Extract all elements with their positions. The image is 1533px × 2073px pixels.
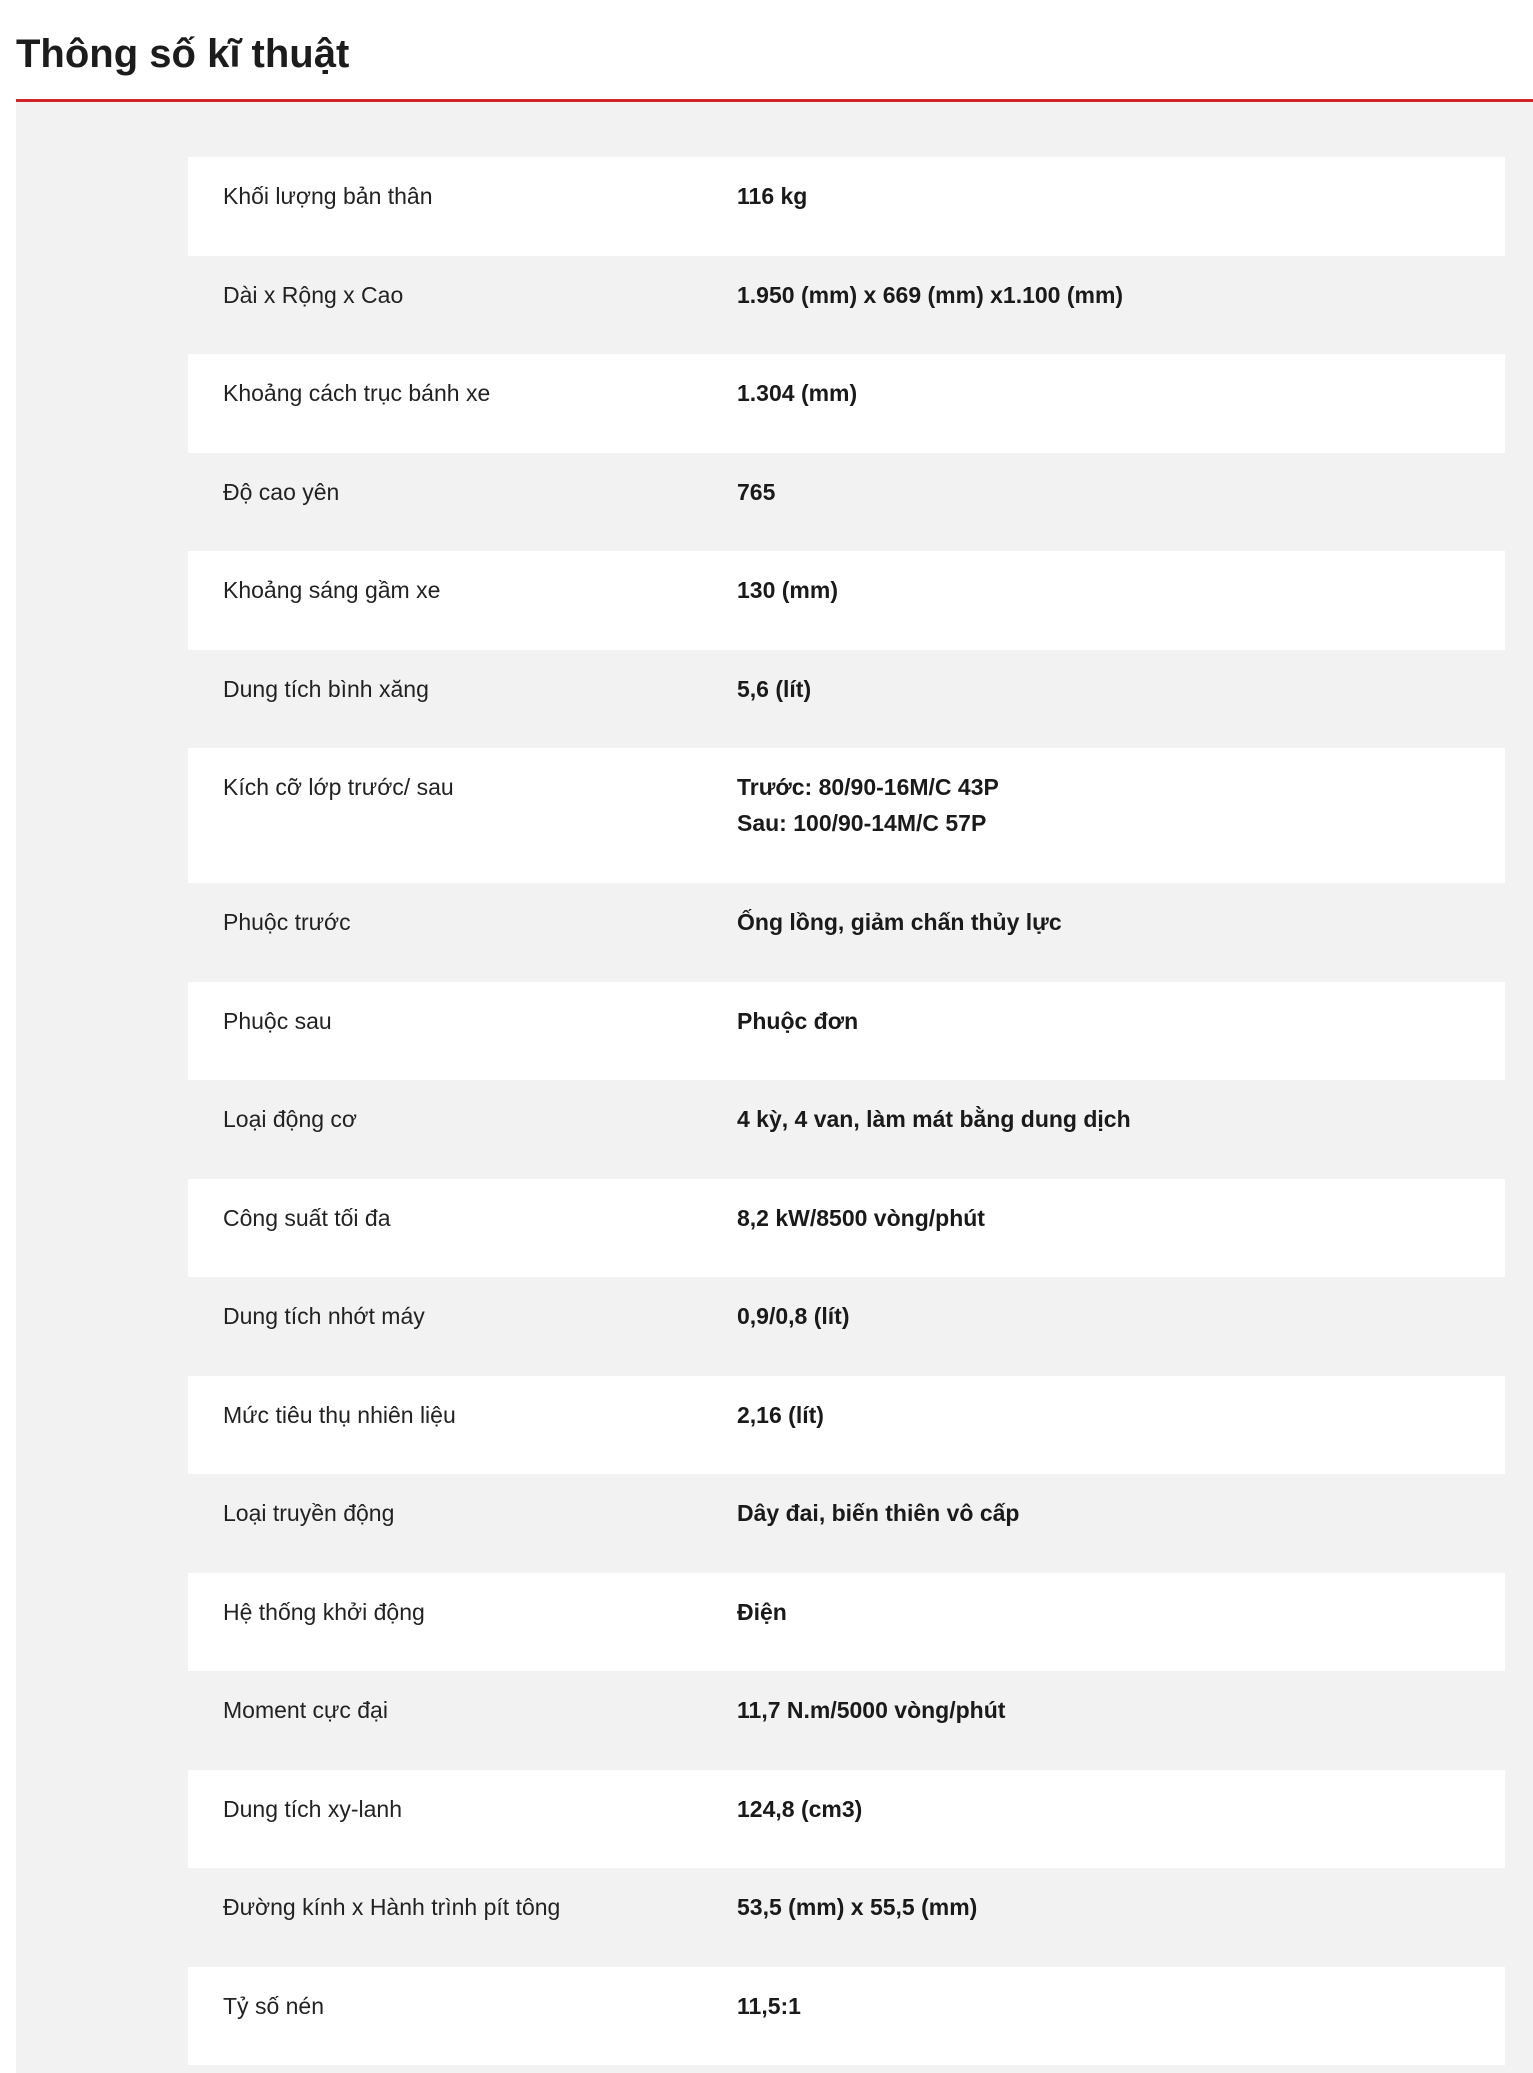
spec-value-line: 124,8 (cm3) bbox=[737, 1795, 863, 1822]
spec-row bbox=[188, 157, 1505, 256]
spec-value-line: 8,2 kW/8500 vòng/phút bbox=[737, 1204, 985, 1231]
spec-value bbox=[737, 1200, 1505, 1236]
spec-row bbox=[188, 1277, 1505, 1376]
spec-value bbox=[737, 1298, 1505, 1334]
page-header bbox=[16, 0, 1533, 102]
spec-value-line: 5,6 (lít) bbox=[737, 675, 812, 702]
spec-label: Phuộc trước bbox=[223, 909, 351, 935]
spec-value bbox=[737, 572, 1505, 608]
spec-section bbox=[16, 102, 1533, 2073]
spec-value-line: 2,16 (lít) bbox=[737, 1401, 824, 1428]
spec-row bbox=[188, 1376, 1505, 1475]
spec-value bbox=[737, 375, 1505, 411]
spec-label: Kích cỡ lớp trước/ sau bbox=[223, 774, 454, 800]
spec-label: Độ cao yên bbox=[223, 478, 340, 505]
spec-row bbox=[188, 883, 1505, 982]
spec-label: Khoảng sáng gầm xe bbox=[223, 577, 441, 603]
spec-value bbox=[737, 769, 1505, 841]
spec-label: Loại truyền động bbox=[223, 1500, 395, 1526]
spec-label: Tỷ số nén bbox=[223, 1992, 324, 2019]
spec-value bbox=[737, 1594, 1505, 1630]
spec-value-line: 765 bbox=[737, 478, 776, 505]
spec-row bbox=[188, 1770, 1505, 1869]
spec-value-line: Phuộc đơn bbox=[737, 1007, 859, 1034]
spec-row bbox=[188, 453, 1505, 552]
spec-value bbox=[737, 277, 1505, 313]
spec-value bbox=[737, 1003, 1505, 1039]
spec-row bbox=[188, 1573, 1505, 1672]
spec-label: Khoảng cách trục bánh xe bbox=[223, 380, 491, 406]
spec-value-line: 11,7 N.m/5000 vòng/phút bbox=[737, 1697, 1006, 1723]
spec-label: Moment cực đại bbox=[223, 1697, 388, 1723]
spec-value bbox=[737, 474, 1505, 510]
spec-label: Dung tích bình xăng bbox=[223, 675, 429, 702]
spec-value-line: Dây đai, biến thiên vô cấp bbox=[737, 1500, 1020, 1526]
spec-row bbox=[188, 650, 1505, 749]
spec-value-line: Sau: 100/90-14M/C 57P bbox=[737, 810, 987, 836]
spec-value-line: 1.304 (mm) bbox=[737, 380, 858, 406]
spec-value bbox=[737, 1791, 1505, 1827]
spec-value-line: Ống lồng, giảm chấn thủy lực bbox=[737, 909, 1062, 935]
spec-row bbox=[188, 1474, 1505, 1573]
spec-label: Dài x Rộng x Cao bbox=[223, 281, 404, 308]
spec-label: Phuộc sau bbox=[223, 1007, 332, 1034]
spec-value bbox=[737, 1988, 1505, 2024]
spec-value-line: 53,5 (mm) x 55,5 (mm) bbox=[737, 1894, 978, 1920]
spec-row bbox=[188, 982, 1505, 1081]
spec-row bbox=[188, 1868, 1505, 1967]
spec-row bbox=[188, 1967, 1505, 2066]
spec-value bbox=[737, 1889, 1505, 1925]
spec-row bbox=[188, 354, 1505, 453]
spec-row bbox=[188, 551, 1505, 650]
spec-value bbox=[737, 671, 1505, 707]
spec-value-line: 4 kỳ, 4 van, làm mát bằng dung dịch bbox=[737, 1106, 1131, 1132]
spec-value bbox=[737, 1397, 1505, 1433]
spec-row bbox=[188, 256, 1505, 355]
spec-label: Dung tích nhớt máy bbox=[223, 1303, 425, 1329]
spec-value-line: 116 kg bbox=[737, 183, 808, 209]
spec-value bbox=[737, 178, 1505, 214]
spec-value-line: 1.950 (mm) x 669 (mm) x1.100 (mm) bbox=[737, 281, 1124, 308]
spec-value-line: Điện bbox=[737, 1598, 787, 1625]
spec-value bbox=[737, 1692, 1505, 1728]
page-title: Thông số kĩ thuật bbox=[16, 32, 350, 76]
spec-label: Hệ thống khởi động bbox=[223, 1598, 425, 1625]
spec-row bbox=[188, 1080, 1505, 1179]
spec-row bbox=[188, 748, 1505, 883]
spec-label: Dung tích xy-lanh bbox=[223, 1795, 402, 1822]
spec-value bbox=[737, 904, 1505, 940]
spec-table bbox=[188, 157, 1505, 2065]
spec-label: Khối lượng bản thân bbox=[223, 183, 433, 209]
spec-row bbox=[188, 1671, 1505, 1770]
spec-value bbox=[737, 1495, 1505, 1531]
spec-value-line: 0,9/0,8 (lít) bbox=[737, 1303, 850, 1329]
spec-label: Đường kính x Hành trình pít tông bbox=[223, 1894, 561, 1920]
spec-value-line: 11,5:1 bbox=[737, 1992, 801, 2019]
spec-label: Loại động cơ bbox=[223, 1106, 358, 1132]
spec-value-line: 130 (mm) bbox=[737, 577, 838, 603]
spec-value-line: Trước: 80/90-16M/C 43P bbox=[737, 774, 999, 800]
spec-row bbox=[188, 1179, 1505, 1278]
spec-label: Công suất tối đa bbox=[223, 1204, 391, 1231]
spec-value bbox=[737, 1101, 1505, 1137]
spec-label: Mức tiêu thụ nhiên liệu bbox=[223, 1401, 456, 1428]
